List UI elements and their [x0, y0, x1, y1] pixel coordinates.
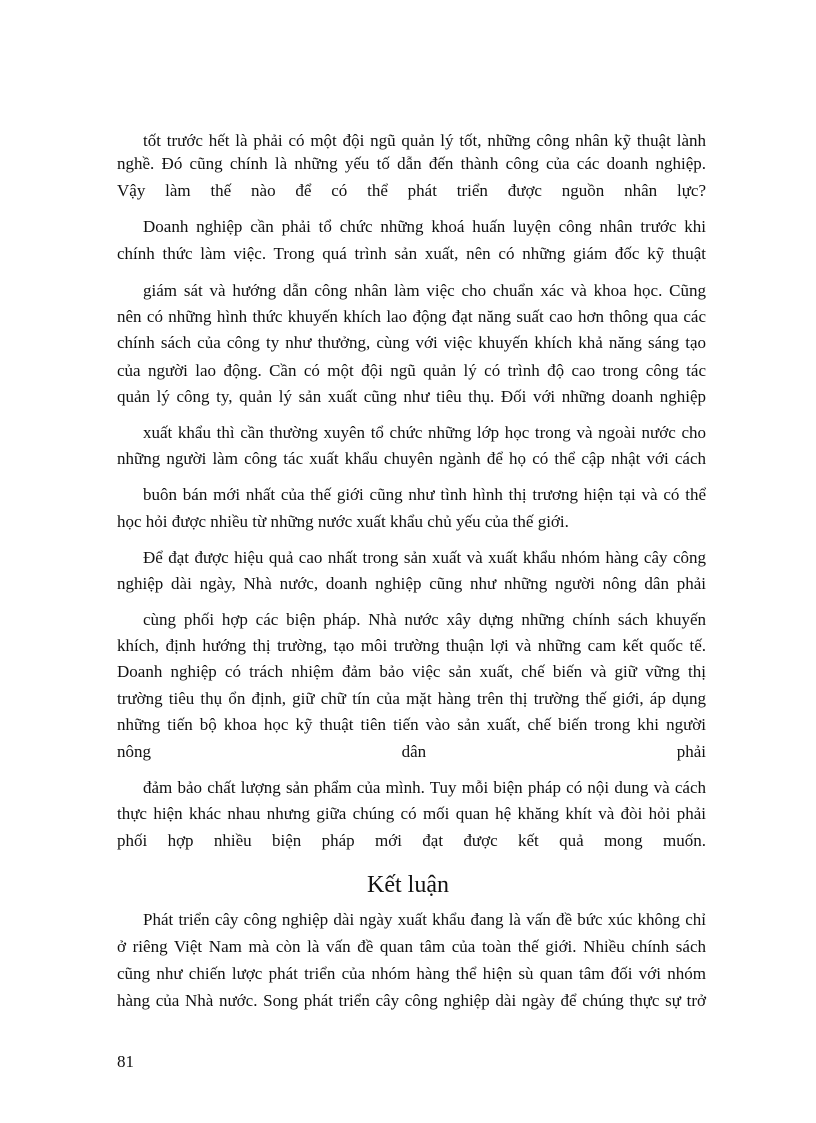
text-line: chính sách của công ty như thưởng, cùng với việc khuyến khích khả năng sáng tạo [117, 333, 706, 352]
text-line: Phát triển cây công nghiệp dài ngày xuất khẩu đang là vấn đề bức xúc không chỉ [143, 910, 706, 929]
text-line: Vậy làm thế nào để có thể phát triển được nguồn nhân lực? [117, 181, 706, 200]
text-line: Doanh nghiệp có trách nhiệm đảm bảo việc sản xuất, chế biến và giữ vững thị [117, 662, 706, 681]
text-line: chính thức làm việc. Trong quá trình sản xuất, nên có những giám đốc kỹ thuật [117, 244, 706, 263]
text-line: hàng của Nhà nước. Song phát triển cây công nghiệp dài ngày để chúng thực sự trở [117, 991, 706, 1010]
text-line: trường tiêu thụ ổn định, giữ chữ tín của mặt hàng trên thị trường thế giới, áp dụng [117, 689, 706, 708]
text-line: Để đạt được hiệu quả cao nhất trong sản xuất và xuất khẩu nhóm hàng cây công [143, 548, 706, 567]
text-line: Doanh nghiệp cần phải tổ chức những khoá huấn luyện công nhân trước khi [143, 217, 706, 236]
text-line: xuất khẩu thì cần thường xuyên tổ chức những lớp học trong và ngoài nước cho [143, 423, 706, 442]
text-line: giám sát và hướng dẫn công nhân làm việc cho chuẩn xác và khoa học. Cũng [143, 281, 706, 300]
text-line: học hỏi được nhiều từ những nước xuất khẩu chủ yếu của thế giới. [117, 512, 569, 531]
text-line: buôn bán mới nhất của thế giới cũng như tình hình thị trương hiện tại và có thể [143, 485, 706, 504]
text-line: nên có những hình thức khuyến khích lao động đạt năng suất cao hơn thông qua các [117, 307, 706, 326]
section-heading: Kết luận [367, 872, 449, 898]
text-line: nghiệp dài ngày, Nhà nước, doanh nghiệp cũng như những người nông dân phải [117, 574, 706, 593]
text-line: nghề. Đó cũng chính là những yếu tố dẫn đến thành công của các doanh nghiệp. [117, 154, 706, 173]
text-line: của người lao động. Cần có một đội ngũ quản lý có trình độ cao trong công tác [117, 361, 706, 380]
text-line: khích, định hướng thị trường, tạo môi trường thuận lợi và những cam kết quốc tế. [117, 636, 706, 655]
page-number: 81 [117, 1052, 134, 1071]
text-line: quản lý công ty, quản lý sản xuất cũng như tiêu thụ. Đối với những doanh nghiệp [117, 387, 706, 406]
text-line: những tiến bộ khoa học kỹ thuật tiên tiến vào sản xuất, chế biến trong khi người [117, 715, 706, 734]
text-line: cũng như chiến lược phát triển của nhóm hàng thể hiện sù quan tâm đối với nhóm [117, 964, 706, 983]
text-line: ở riêng Việt Nam mà còn là vấn đề quan tâm của toàn thế giới. Nhiều chính sách [117, 937, 706, 956]
text-line: nông dân phải [117, 742, 706, 761]
text-line: cùng phối hợp các biện pháp. Nhà nước xây dựng những chính sách khuyến [143, 610, 706, 629]
text-line: những người làm công tác xuất khẩu chuyên ngành để họ có thể cập nhật với cách [117, 449, 706, 468]
text-line: phối hợp nhiều biện pháp mới đạt được kết quả mong muốn. [117, 831, 706, 850]
text-line: thực hiện khác nhau nhưng giữa chúng có mối quan hệ khăng khít và đòi hỏi phải [117, 804, 706, 823]
text-line: tốt trước hết là phải có một đội ngũ quản lý tốt, những công nhân kỹ thuật lành [143, 131, 706, 150]
text-line: đảm bảo chất lượng sản phẩm của mình. Tuy mỗi biện pháp có nội dung và cách [143, 778, 706, 797]
